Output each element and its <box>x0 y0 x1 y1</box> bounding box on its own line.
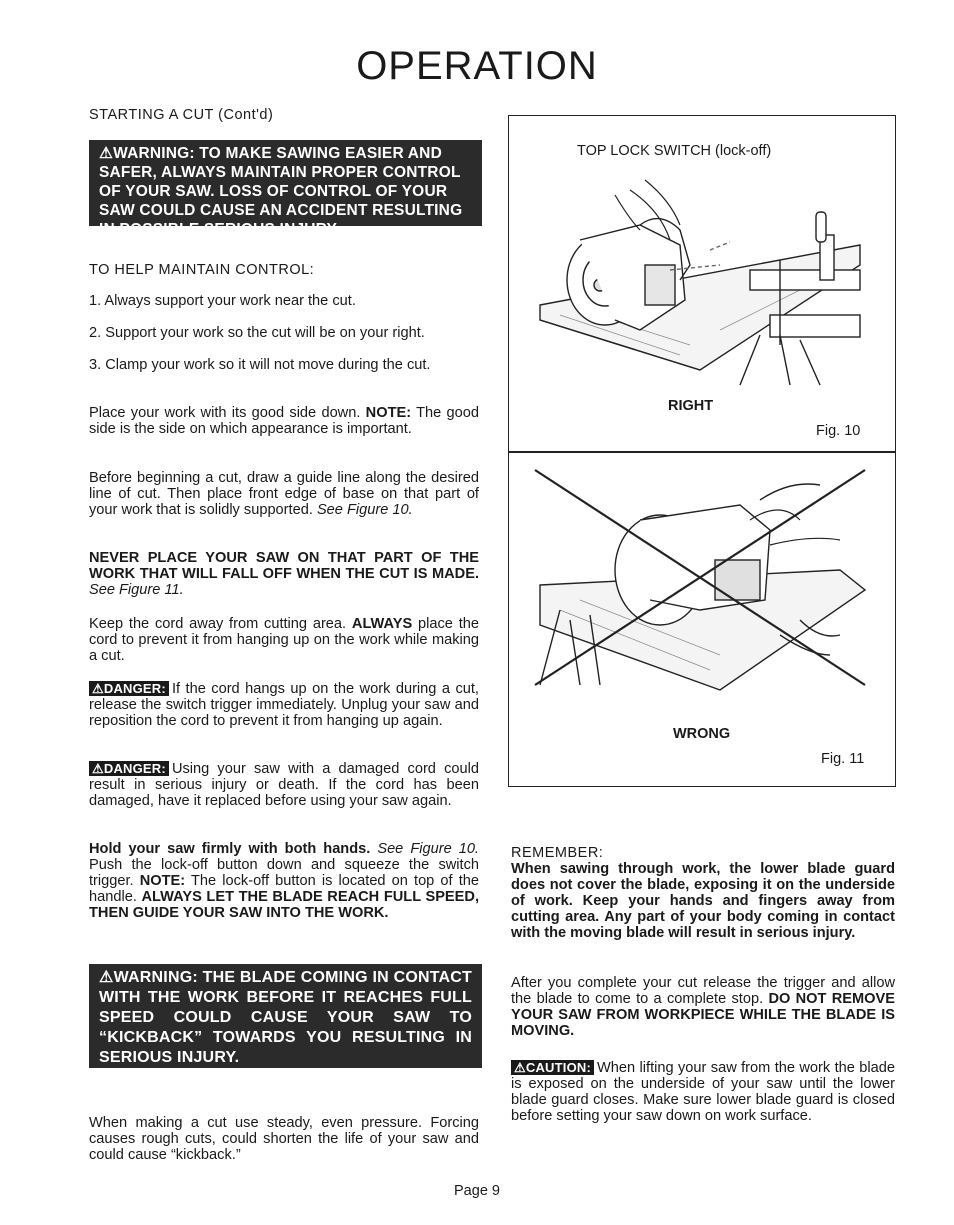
caution-label: CAUTION: <box>525 1060 592 1075</box>
bold-text-2: ALWAYS LET THE BLADE REACH FULL SPEED, THEN GUIDE YOUR SAW INTO THE WORK. <box>89 889 479 921</box>
control-heading: TO HELP MAINTAIN CONTROL: <box>89 262 315 278</box>
text: Before beginning a cut, draw a guide line along the desired line of cut. Then place front edge of base on that part of your work that is solidly supported. <box>89 470 479 518</box>
section-heading: STARTING A CUT (Cont'd) <box>89 107 274 123</box>
paragraph-never-place <box>89 550 479 598</box>
bold-text: DO NOT REMOVE YOUR SAW FROM WORKPIECE WHILE THE BLADE IS MOVING. <box>511 991 895 1039</box>
paragraph-hold-saw <box>89 841 479 921</box>
bold-text: ALWAYS <box>351 616 413 632</box>
danger-badge <box>89 681 169 696</box>
caution-note <box>511 1060 895 1124</box>
text: Place your work with its good side down. <box>89 405 366 421</box>
paragraph-good-side <box>89 405 479 437</box>
figure-11-number: Fig. 11 <box>821 751 865 767</box>
danger-note-damaged-cord <box>89 761 479 809</box>
caution-text: When lifting your saw from the work the blade is exposed on the underside of your saw until the lower blade guard closes. Make sure lower blade guard is closed before setting your saw down on work surface. <box>511 1060 895 1124</box>
danger-label: DANGER: <box>103 681 166 696</box>
control-item-3: 3. Clamp your work so it will not move during the cut. <box>89 357 431 373</box>
figure-ref: See Figure 10. <box>316 502 413 518</box>
text: After you complete your cut release the trigger and allow the blade to come to a complete stop. <box>511 975 895 1007</box>
danger-badge <box>89 761 169 776</box>
danger-label: DANGER: <box>103 761 166 776</box>
figure-10-caption: RIGHT <box>668 398 714 414</box>
figure-11-illustration <box>520 460 885 695</box>
warning-box-control <box>89 140 482 238</box>
text: Keep the cord away from cutting area. <box>89 616 352 632</box>
paragraph-pressure: When making a cut use steady, even pressure. Forcing causes rough cuts, could shorten the life of your saw and could cause “kickback.” <box>89 1115 479 1163</box>
warning-icon: ⚠ <box>514 1060 526 1075</box>
bold-text: Hold your saw firmly with both hands. <box>89 841 371 857</box>
control-item-2: 2. Support your work so the cut will be on your right. <box>89 325 425 341</box>
warning-text: WARNING: TO MAKE SAWING EASIER AND SAFER, ALWAYS MAINTAIN PROPER CONTROL OF YOUR SAW. LOSS OF CONTROL OF YOUR SAW COULD CAUSE AN ACCIDENT RESULTING IN POSSIBLE SERIOUS INJURY. <box>99 145 463 238</box>
danger-note-cord-hangs <box>89 681 479 729</box>
page-number: Page 9 <box>454 1183 500 1199</box>
note-label: NOTE: <box>365 405 412 421</box>
warning-icon: ⚠ <box>92 681 104 696</box>
paragraph-after-cut <box>511 975 895 1039</box>
warning-icon: ⚠ <box>99 969 114 986</box>
note-text: The lock-off button is located on top of the handle. <box>89 873 479 905</box>
paragraph-cord <box>89 616 479 664</box>
warning-icon: ⚠ <box>99 145 114 162</box>
figure-10-illustration <box>520 170 885 395</box>
warning-box-kickback <box>89 964 482 1068</box>
figure-ref: See Figure 10. <box>370 841 479 857</box>
warning-icon: ⚠ <box>92 761 104 776</box>
caution-badge <box>511 1060 594 1075</box>
figure-11-caption: WRONG <box>673 726 731 742</box>
text-2: place the cord to prevent it from hanging up on the work while making a cut. <box>89 616 479 664</box>
remember-text: When sawing through work, the lower blade guard does not cover the blade, exposing it on the underside of work. Keep your hands and fingers away from cutting area. Any part of your body coming in contact with the moving blade will result in serious injury. <box>511 861 895 941</box>
paragraph-guide-line <box>89 470 479 518</box>
warning-text: WARNING: THE BLADE COMING IN CONTACT WITH THE WORK BEFORE IT REACHES FULL SPEED COULD CAUSE YOUR SAW TO “KICKBACK” TOWARDS YOU RESULTING IN SERIOUS INJURY. <box>99 969 472 1066</box>
text: Push the lock-off button down and squeeze the switch trigger. <box>89 857 479 889</box>
figure-10-label: TOP LOCK SWITCH (lock-off) <box>577 143 772 159</box>
figure-ref: See Figure 11. <box>89 582 184 598</box>
danger-text: If the cord hangs up on the work during a cut, release the switch trigger immediately. Unplug your saw and reposition the cord to prevent it from hanging up again. <box>89 681 479 729</box>
remember-heading: REMEMBER: <box>511 845 604 861</box>
note-text: The good side is the side on which appearance is important. <box>89 405 479 437</box>
note-label: NOTE: <box>139 873 186 889</box>
figure-10-number: Fig. 10 <box>816 423 861 439</box>
danger-text: Using your saw with a damaged cord could result in serious injury or death. If the cord has been damaged, have it replaced before using your saw again. <box>89 761 479 809</box>
page-title: OPERATION <box>356 44 598 88</box>
control-item-1: 1. Always support your work near the cut. <box>89 293 356 309</box>
bold-text: NEVER PLACE YOUR SAW ON THAT PART OF THE WORK THAT WILL FALL OFF WHEN THE CUT IS MADE. <box>89 550 479 582</box>
